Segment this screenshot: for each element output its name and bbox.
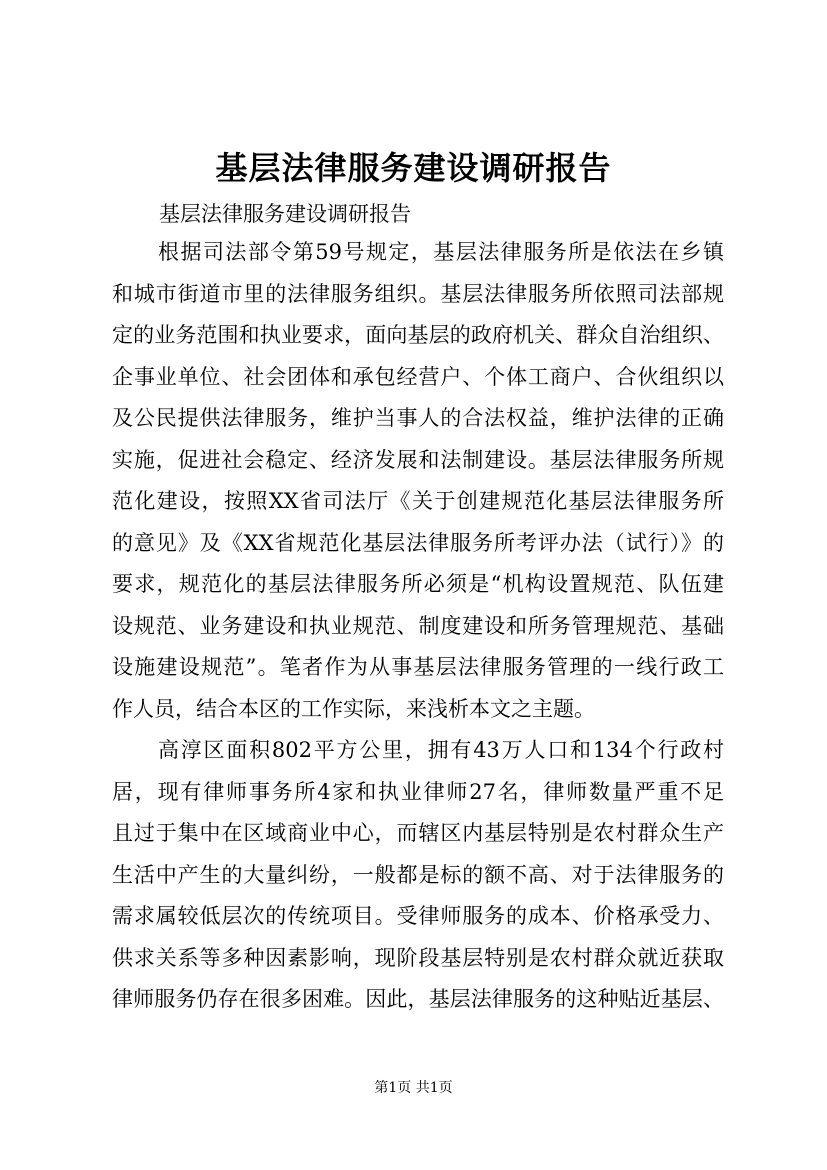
paragraph-line: 和城市街道市里的法律服务组织。基层法律服务所依照司法部规 [112, 281, 724, 306]
paragraph-line: 居，现有律师事务所4家和执业律师27名，律师数量严重不足 [112, 779, 724, 804]
paragraph-line: 的意见》及《XX省规范化基层法律服务所考评办法（试行）》的 [112, 530, 724, 555]
paragraph-line: 设规范、业务建设和执业规范、制度建设和所务管理规范、基础 [112, 613, 724, 638]
document-body [112, 232, 724, 1021]
paragraph-line: 范化建设，按照XX省司法厅《关于创建规范化基层法律服务所 [112, 489, 724, 513]
paragraph-line: 且过于集中在区域商业中心，而辖区内基层特别是农村群众生产 [112, 821, 724, 845]
paragraph-line: 律师服务仍存在很多困难。因此，基层法律服务的这种贴近基层、 [112, 987, 724, 1011]
paragraph-1 [112, 232, 724, 730]
paragraph-line: 生活中产生的大量纠纷，一般都是标的额不高、对于法律服务的 [112, 862, 724, 887]
paragraph-line: 供求关系等多种因素影响，现阶段基层特别是农村群众就近获取 [112, 945, 724, 970]
paragraph-line: 设施建设规范”。笔者作为从事基层法律服务管理的一线行政工 [112, 655, 724, 679]
document-subtitle: 基层法律服务建设调研报告 [159, 202, 411, 226]
paragraph-line: 企事业单位、社会团体和承包经营户、个体工商户、合伙组织以 [112, 364, 724, 389]
paragraph-line: 要求，规范化的基层法律服务所必须是“机构设置规范、队伍建 [112, 572, 724, 596]
document-title: 基层法律服务建设调研报告 [215, 149, 612, 187]
paragraph-line: 定的业务范围和执业要求，面向基层的政府机关、群众自治组织、 [112, 323, 724, 347]
paragraph-line: 需求属较低层次的传统项目。受律师服务的成本、价格承受力、 [112, 904, 724, 928]
paragraph-line: 及公民提供法律服务，维护当事人的合法权益，维护法律的正确 [112, 406, 724, 430]
page-footer: 第1页 共1页 [374, 1080, 453, 1096]
paragraph-line: 根据司法部令第59号规定，基层法律服务所是依法在乡镇 [158, 240, 724, 264]
paragraph-2 [112, 730, 724, 1021]
paragraph-line: 作人员，结合本区的工作实际，来浅析本文之主题。 [112, 696, 595, 721]
paragraph-line: 实施，促进社会稳定、经济发展和法制建设。基层法律服务所规 [112, 447, 724, 472]
paragraph-line: 高淳区面积802平方公里，拥有43万人口和134个行政村 [158, 738, 724, 762]
